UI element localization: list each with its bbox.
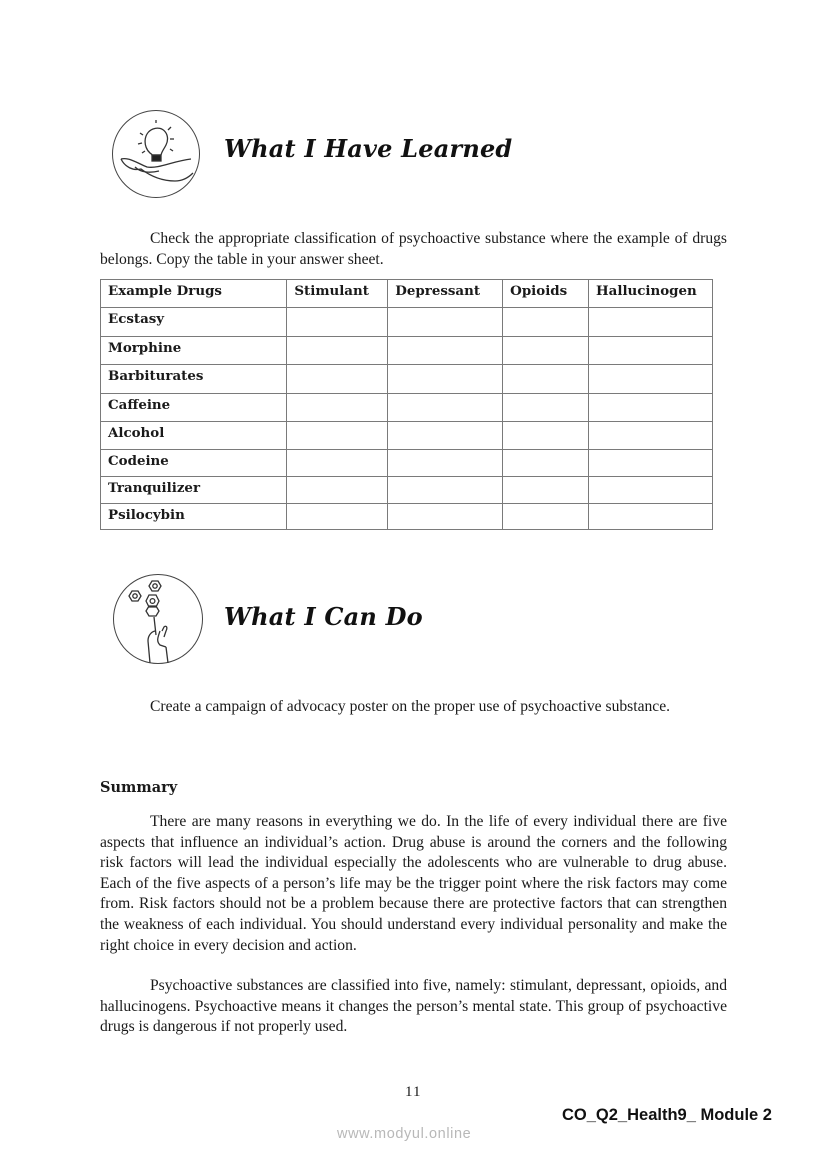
stimulant-cell[interactable] [287, 394, 388, 422]
drug-name: Morphine [101, 337, 287, 365]
hex-nut-icon [114, 575, 202, 663]
learned-instruction: Check the appropriate classification of psychoactive substance where the example of drugs belongs. Copy the table in your answer sheet. [100, 230, 727, 268]
drug-classification-table [100, 279, 713, 530]
summary-paragraph-1: There are many reasons in everything we do. In the life of every individual there are five aspects that influence an individual’s action. Drug abuse is around the corners and the following risk factors will lead the individual especially the adolescents who are vulnerable to drug abuse. Each of the five aspects of a person’s life may be the trigger point where the risk factors may come from. Risk factors should not be a problem because there are protective factors that can strengthen the weakness of each individual. You should understand every individual personality and make the right choice in every decision and action. [100, 813, 727, 954]
opioids-cell[interactable] [503, 308, 589, 337]
hallucinogen-cell[interactable] [589, 365, 713, 394]
table-row [101, 365, 713, 394]
drug-name: Alcohol [101, 422, 287, 450]
header-example-drugs: Example Drugs [101, 280, 287, 308]
module-code: CO_Q2_Health9_ Module 2 [562, 1106, 772, 1124]
stimulant-cell[interactable] [287, 337, 388, 365]
section-title-what-i-have-learned: What I Have Learned [224, 134, 513, 163]
table-row [101, 308, 713, 337]
depressant-cell[interactable] [388, 477, 503, 504]
depressant-cell[interactable] [388, 504, 503, 530]
hallucinogen-cell[interactable] [589, 422, 713, 450]
opioids-cell[interactable] [503, 450, 589, 477]
stimulant-cell[interactable] [287, 308, 388, 337]
table-row [101, 337, 713, 365]
section-title-what-i-can-do: What I Can Do [224, 602, 423, 631]
drug-name: Codeine [101, 450, 287, 477]
opioids-cell[interactable] [503, 394, 589, 422]
opioids-cell[interactable] [503, 504, 589, 530]
header-hallucinogen: Hallucinogen [589, 280, 713, 308]
stimulant-cell[interactable] [287, 365, 388, 394]
opioids-cell[interactable] [503, 337, 589, 365]
summary-heading: Summary [100, 779, 178, 796]
opioids-cell[interactable] [503, 422, 589, 450]
table-row [101, 450, 713, 477]
table-row [101, 477, 713, 504]
summary-paragraph-2: Psychoactive substances are classified into five, namely: stimulant, depressant, opioids, and hallucinogens. Psychoactive means it changes the person’s mental state. This group of psychoactive drugs is dangerous if not properly used. [100, 977, 727, 1036]
drug-name: Tranquilizer [101, 477, 287, 504]
depressant-cell[interactable] [388, 308, 503, 337]
stimulant-cell[interactable] [287, 450, 388, 477]
stimulant-cell[interactable] [287, 422, 388, 450]
hallucinogen-cell[interactable] [589, 504, 713, 530]
opioids-cell[interactable] [503, 477, 589, 504]
lightbulb-icon [113, 111, 199, 197]
drug-name: Psilocybin [101, 504, 287, 530]
depressant-cell[interactable] [388, 337, 503, 365]
stimulant-cell[interactable] [287, 504, 388, 530]
watermark: www.modyul.online [337, 1126, 472, 1142]
drug-name: Barbiturates [101, 365, 287, 394]
hallucinogen-cell[interactable] [589, 450, 713, 477]
can-do-instruction: Create a campaign of advocacy poster on the proper use of psychoactive substance. [150, 698, 671, 715]
table-row [101, 422, 713, 450]
hand-with-nuts-icon [113, 574, 203, 664]
hallucinogen-cell[interactable] [589, 477, 713, 504]
drug-name: Ecstasy [101, 308, 287, 337]
depressant-cell[interactable] [388, 365, 503, 394]
hallucinogen-cell[interactable] [589, 308, 713, 337]
table-row [101, 394, 713, 422]
depressant-cell[interactable] [388, 422, 503, 450]
table-header-row [101, 280, 713, 308]
page-number: 11 [405, 1084, 422, 1100]
header-opioids: Opioids [503, 280, 589, 308]
header-depressant: Depressant [388, 280, 503, 308]
hallucinogen-cell[interactable] [589, 337, 713, 365]
opioids-cell[interactable] [503, 365, 589, 394]
lightbulb-in-hand-icon [112, 110, 200, 198]
stimulant-cell[interactable] [287, 477, 388, 504]
depressant-cell[interactable] [388, 394, 503, 422]
drug-name: Caffeine [101, 394, 287, 422]
table-row [101, 504, 713, 530]
header-stimulant: Stimulant [287, 280, 388, 308]
hallucinogen-cell[interactable] [589, 394, 713, 422]
depressant-cell[interactable] [388, 450, 503, 477]
